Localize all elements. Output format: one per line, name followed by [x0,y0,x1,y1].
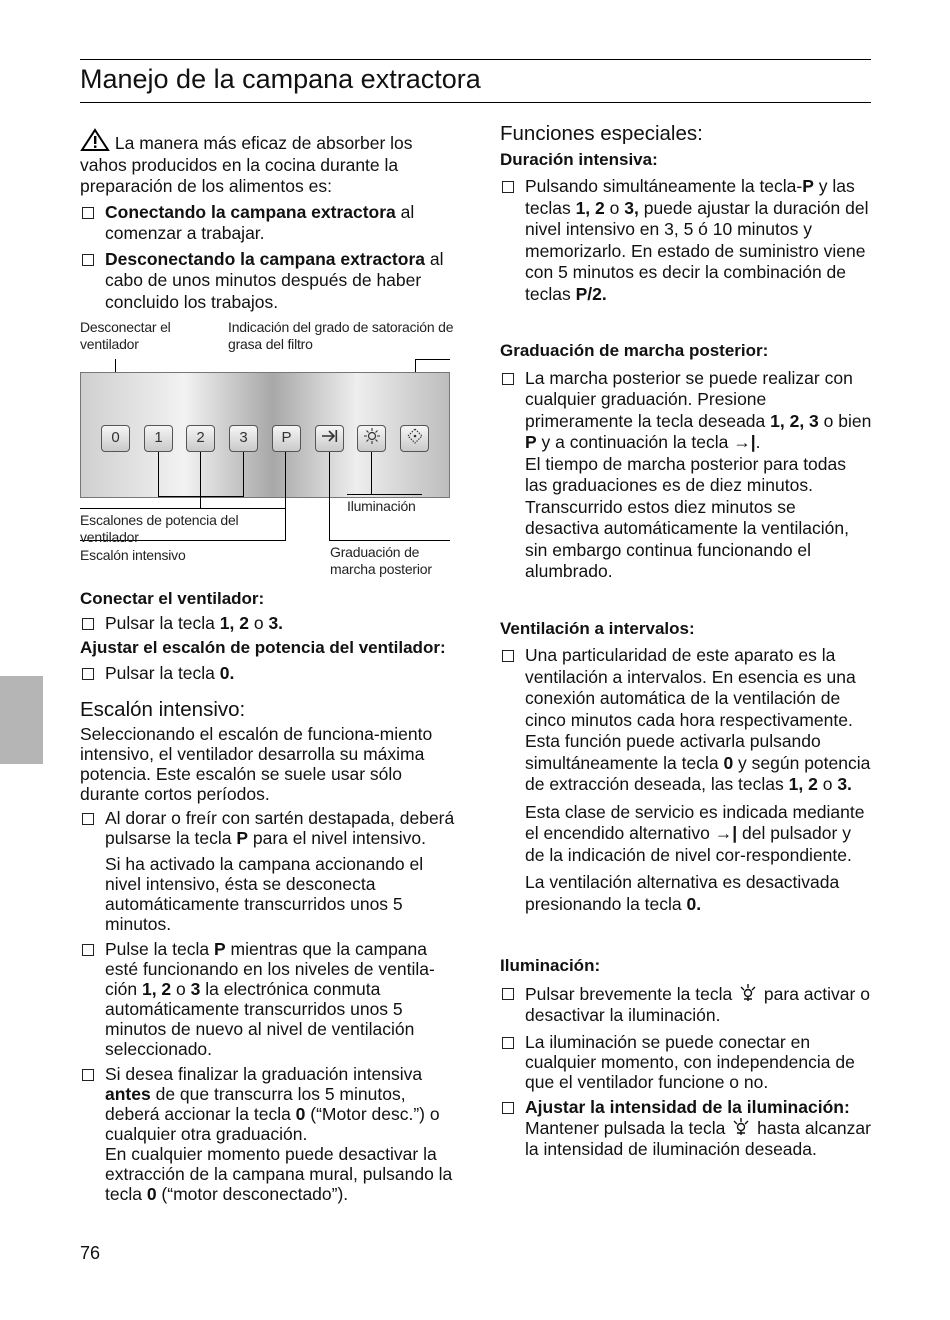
text: puede ajustar la duración del nivel intensivo en 3, 5 ó 10 minutos y memorizarlo. En estado de suministro viene con 5 minutos es decir la combinación de teclas [525,197,869,304]
connect-fan-keys: 1, 2 [219,612,249,633]
warning-intro [80,128,460,198]
key-0[interactable]: 0 [101,425,130,452]
key: 0 [723,752,734,773]
after-run-key-symbol: →| [714,823,738,843]
text: de que transcurra los 5 minutos, deberá accionar la tecla [105,1084,406,1124]
bullet-disconnect [80,249,460,314]
text: La ventilación alternativa es desactivada presionando la tecla [525,872,840,914]
intensive-bullet-1-key: P [236,828,249,848]
leader-line [329,452,330,540]
key: 3 [190,979,201,999]
text: o bien [818,410,872,431]
text: Pulsar brevemente la tecla [525,983,738,1004]
interval-note-1 [500,802,872,867]
text: En cualquier momento puede desactivar la extracción de la campana mural, pulsando la tecla [105,1144,453,1204]
light-icon [363,427,381,445]
connect-fan-key3: 3. [268,612,284,633]
text: y a continuación la tecla [536,432,734,452]
key: 1, 2 [141,979,172,999]
connect-fan-step [80,613,460,635]
text: y las teclas [525,176,855,218]
lighting-bullet-1 [500,983,872,1027]
leader-line [243,452,244,496]
text: Si desea finalizar la graduación intensiva [105,1064,423,1084]
key-light[interactable] [357,425,386,452]
text: (“Motor desc.”) o cualquier otra graduación. [105,1104,440,1144]
section-tab [0,676,43,764]
label-fan-off: Desconectar el ventilador [80,319,171,352]
leader-line [200,496,201,508]
leader-line [200,452,201,496]
light-icon [730,1117,752,1137]
bullet-disconnect-bold: Desconectando la campana extractora [105,248,425,269]
text: El tiempo de marcha posterior para todas las graduaciones es de diez minutos. Transcurrido estos diez minutos se desactiva automáticamente la ventilación, sin embargo continua funcionando el alumbrado. [525,453,849,581]
key-after-run[interactable] [315,425,344,452]
leader-line [415,359,450,360]
key: 1, 2 [788,774,818,794]
intensive-bullet-3 [80,1064,460,1204]
text: o [817,774,838,794]
intro-text: La manera más eficaz de absorber los vahos producidos en la cocina durante la preparación de los alimentos es: [80,133,413,196]
key-1[interactable]: 1 [144,425,173,452]
duration-bullet [500,176,872,305]
key: 3, [624,197,639,218]
intensive-paragraph: Seleccionando el escalón de funciona-miento intensivo, el ventilador desarrolla su máxima potencia. Este escalón se suele usar sólo durante cortos períodos. [80,724,433,804]
text: y según potencia de extracción deseada, las teclas [525,752,871,794]
text: Mantener pulsada la tecla [525,1118,731,1138]
leader-line [329,540,450,541]
special-functions-heading: Funciones especiales: [500,122,703,145]
text: del pulsador y de la indicación de nivel cor-respondiente. [525,823,852,865]
top-rule [80,59,871,60]
leader-line [285,452,286,540]
text: Pulse la tecla [105,939,214,959]
bold-text: Ajustar la intensidad de la iluminación: [525,1096,850,1117]
key-p[interactable]: P [272,425,301,452]
text: La marcha posterior se puede realizar con cualquier graduación. Presione primeramente la tecla deseada [525,367,853,431]
text: o [171,979,191,999]
after-run-key-symbol: →| [733,432,756,452]
adjust-fan-text: Pulsar la tecla [105,663,220,683]
label-after-run: Graduación de marcha posterior [330,544,432,577]
leader-line [347,494,422,495]
leader-line [371,452,372,494]
adjust-fan-heading: Ajustar el escalón de potencia del ventilador: [80,638,446,657]
right-column [500,123,872,1159]
lighting-bullet-3 [500,1097,872,1160]
text: hasta alcanzar la intensidad de iluminación deseada. [525,1118,871,1159]
key: 0 [295,1104,306,1124]
text: Pulsando simultáneamente la tecla- [525,176,803,196]
key: 1, 2 [575,197,605,218]
emphasis: antes [105,1084,151,1104]
key-filter[interactable] [400,425,429,452]
key: P [525,432,537,452]
intensive-note: Si ha activado la campana accionando el nivel intensivo, ésta se desconecta automáticamente transcurridos unos 5 minutos. [105,854,424,934]
text: para activar o desactivar la iluminación. [525,983,870,1025]
text: Una particularidad de este aparato es la ventilación a intervalos. En esencia es una conexión automática de la ventilación de cinco minutos cada hora respectivamente. Esta función puede activarla pulsando simultáneamente la tecla [525,645,856,773]
bullet-connect [80,202,460,245]
connect-fan-heading: Conectar el ventilador: [80,589,265,608]
intensive-bullet-1 [80,808,460,848]
key-3[interactable]: 3 [229,425,258,452]
text: Esta clase de servicio es indicada mediante el encendido alternativo [525,801,865,843]
warning-icon [80,128,110,152]
connect-fan-or: o [248,612,269,633]
bullet-connect-bold: Conectando la campana extractora [105,201,396,222]
label-fan-levels: Escalones de potencia del ventilador [80,512,239,545]
connect-fan-text: Pulsar la tecla [105,612,220,633]
control-panel-diagram [80,321,460,611]
label-lighting: Iluminación [347,498,416,514]
key: 0 [146,1184,157,1204]
key: 1, 2, 3 [770,410,819,431]
bullet-connect-text: al comenzar a trabajar. [105,201,415,243]
filter-icon [406,427,424,445]
adjust-fan-step [80,663,460,685]
text: mientras que la campana esté funcionando en los niveles de ventila-ción [105,939,435,999]
title-rule [80,102,871,103]
interval-note-2 [500,872,872,915]
leader-line [158,452,159,496]
intensive-duration-heading: Duración intensiva: [500,149,658,169]
key: 0. [686,893,702,914]
text: (“motor desconectado”). [156,1184,349,1204]
leader-line [80,508,285,509]
left-column [80,128,460,1204]
interval-bullet [500,645,872,796]
intensive-heading: Escalón intensivo: [80,697,246,721]
key: P/2. [575,283,607,304]
key-2[interactable]: 2 [186,425,215,452]
text: . [755,432,761,452]
key: P [802,176,814,196]
lighting-heading: Iluminación: [500,956,601,975]
intensive-bullet-1-rest: para el nivel intensivo. [248,828,427,848]
label-filter-saturation: Indicación del grado de satoración de grasa del filtro [228,319,454,352]
after-run-heading: Graduación de marcha posterior: [500,341,769,360]
page-title: Manejo de la campana extractora [80,64,481,94]
intensive-bullet-2 [80,939,460,1059]
intensive-bullet-1-text: Al dorar o freír con sartén destapada, deberá pulsarse la tecla [105,808,455,848]
key: 3. [837,774,852,794]
text: o [604,197,625,218]
after-run-bullet [500,368,872,583]
text: la electrónica conmuta automáticamente transcurridos unos 5 minutos de nuevo al nivel de ventilación seleccionado. [105,979,415,1059]
bullet-disconnect-text: al cabo de unos minutos después de haber concluido los trabajos. [105,248,444,312]
light-icon [737,983,759,1003]
key: P [213,939,226,959]
label-intensive-level: Escalón intensivo [80,547,186,563]
interval-heading: Ventilación a intervalos: [500,618,695,638]
control-panel [80,372,450,498]
lighting-bullet-2: La iluminación se puede conectar en cualquier momento, con independencia de que el ventilador funcione o no. [500,1032,872,1092]
page-number: 76 [80,1243,101,1263]
after-run-icon [320,428,340,444]
adjust-fan-key: 0. [219,663,235,683]
leader-line [158,496,244,497]
